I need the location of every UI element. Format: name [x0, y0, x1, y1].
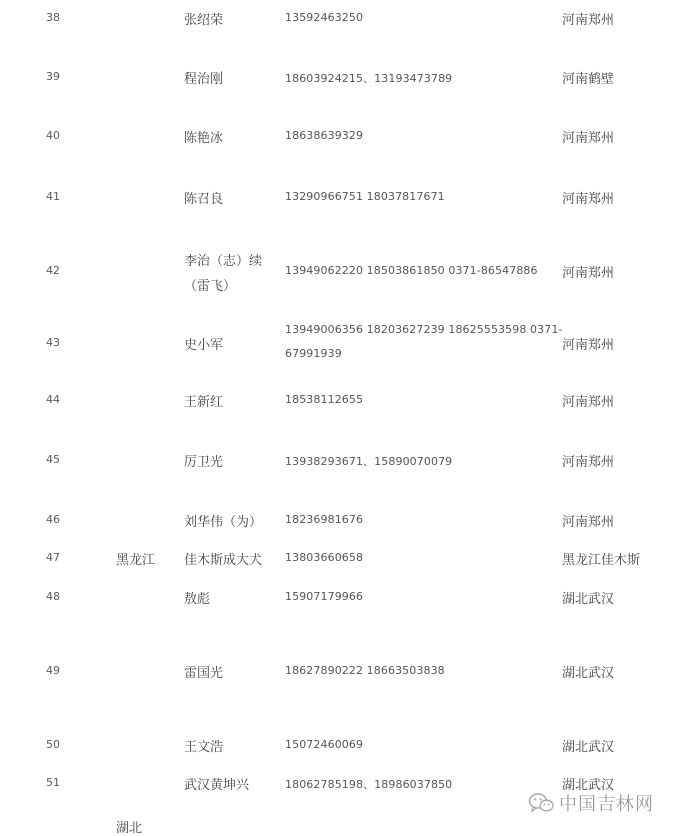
phone-numbers: 18638639329	[285, 129, 364, 142]
row-number: 47	[46, 551, 60, 564]
watermark	[528, 790, 654, 816]
breeder-name: 刘华伟（为）	[184, 515, 263, 530]
breeder-name: 史小军	[184, 338, 224, 353]
row-number: 49	[46, 664, 60, 677]
row-number: 46	[46, 513, 60, 526]
location: 湖北武汉	[562, 778, 615, 793]
breeder-name: 王新红	[184, 395, 224, 410]
phone-numbers: 18538112655	[285, 393, 364, 406]
row-number: 48	[46, 590, 60, 603]
phone-numbers: 13290966751 18037817671	[285, 190, 445, 203]
breeder-name: 陈艳冰	[184, 131, 224, 146]
breeder-name: 程治刚	[184, 72, 224, 87]
row-number: 51	[46, 776, 60, 789]
phone-numbers: 13949062220 18503861850 0371-86547886	[285, 264, 538, 277]
location: 湖北武汉	[562, 740, 615, 755]
province: 湖北	[116, 821, 143, 836]
breeder-name: 厉卫光	[184, 455, 224, 470]
row-number: 50	[46, 738, 60, 751]
row-number: 44	[46, 393, 60, 406]
location: 河南郑州	[562, 515, 615, 530]
location: 河南郑州	[562, 395, 615, 410]
phone-numbers: 15072460069	[285, 738, 364, 751]
row-number: 40	[46, 129, 60, 142]
row-number: 39	[46, 70, 60, 83]
location: 河南郑州	[562, 266, 615, 281]
row-number: 42	[46, 264, 60, 277]
breeder-name: 王文浩	[184, 740, 224, 755]
breeder-name-alias: （雷飞）	[184, 279, 237, 294]
row-number: 45	[46, 453, 60, 466]
row-number: 38	[46, 11, 60, 24]
location: 河南郑州	[562, 455, 615, 470]
phone-numbers: 13949006356 18203627239 18625553598 0371-	[285, 323, 563, 336]
breeder-name: 雷国光	[184, 666, 224, 681]
location: 河南郑州	[562, 13, 615, 28]
breeder-name: 李治（志）续	[184, 254, 263, 269]
phone-numbers: 13803660658	[285, 551, 364, 564]
row-number: 43	[46, 336, 60, 349]
phone-numbers: 18236981676	[285, 513, 364, 526]
location: 河南郑州	[562, 338, 615, 353]
breeder-name: 佳木斯成大犬	[184, 553, 263, 568]
phone-numbers: 15907179966	[285, 590, 364, 603]
location: 河南郑州	[562, 131, 615, 146]
phone-numbers-continued: 67991939	[285, 347, 342, 360]
province: 黑龙江	[116, 553, 156, 568]
location: 湖北武汉	[562, 666, 615, 681]
breeder-name: 陈召良	[184, 192, 224, 207]
phone-numbers: 13938293671、15890070079	[285, 455, 453, 468]
phone-numbers: 18627890222 18663503838	[285, 664, 445, 677]
location: 湖北武汉	[562, 592, 615, 607]
phone-numbers: 18062785198、18986037850	[285, 778, 453, 791]
phone-numbers: 13592463250	[285, 11, 364, 24]
breeder-name: 武汉黄坤兴	[184, 778, 250, 793]
watermark-text: 中国吉林网	[559, 794, 654, 815]
phone-numbers: 18603924215、13193473789	[285, 72, 453, 85]
location: 河南郑州	[562, 192, 615, 207]
location: 河南鹤壁	[562, 72, 615, 87]
breeder-name: 敖彪	[184, 592, 211, 607]
row-number: 41	[46, 190, 60, 203]
breeder-name: 张绍荣	[184, 13, 224, 28]
wechat-icon	[528, 792, 554, 814]
location: 黑龙江佳木斯	[562, 553, 641, 568]
